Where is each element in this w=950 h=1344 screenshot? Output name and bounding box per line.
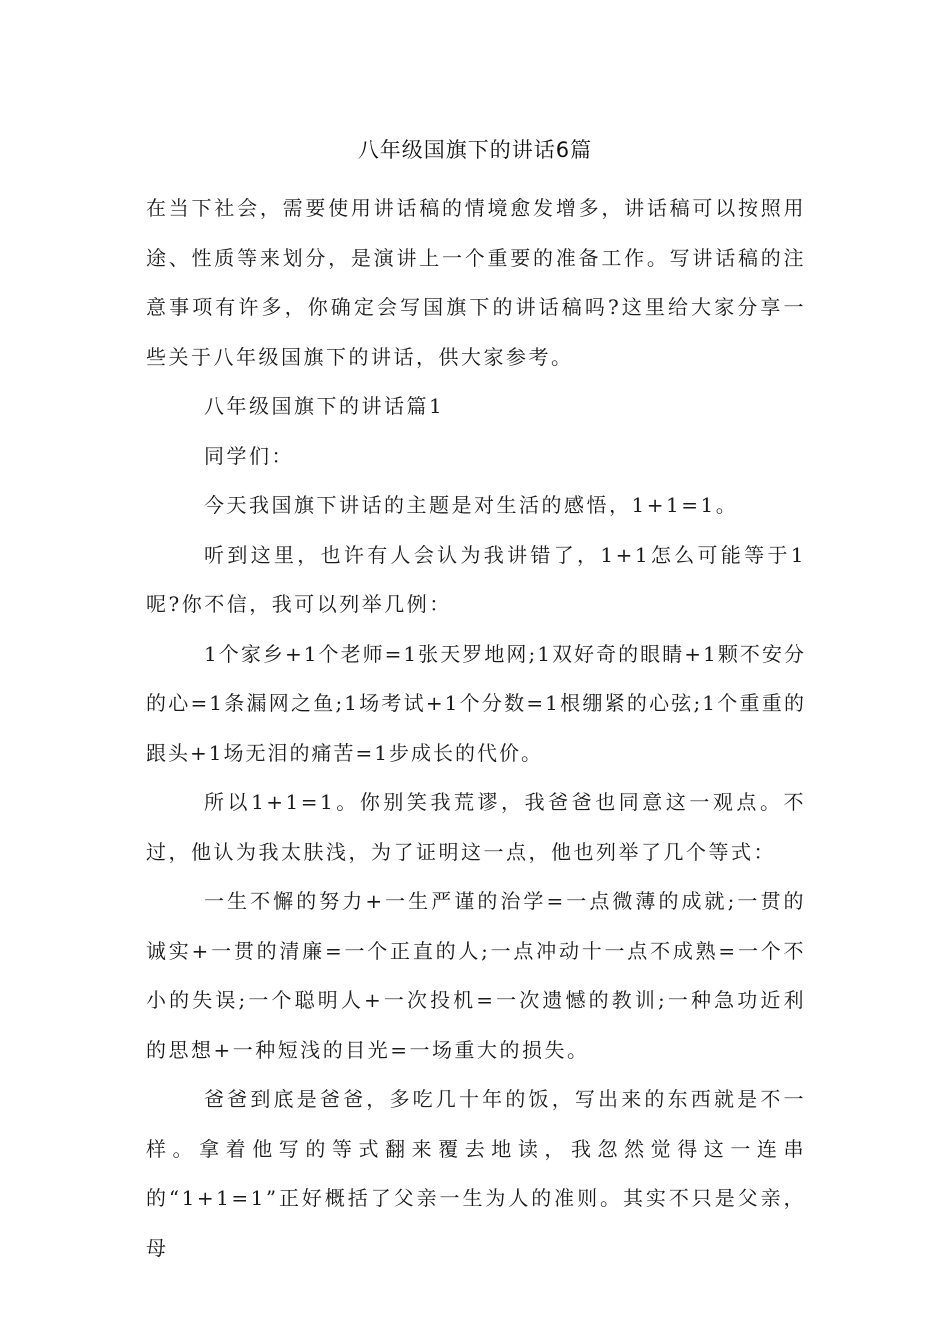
section-heading: 八年级国旗下的讲话篇1 <box>204 394 445 418</box>
document-title: 八年级国旗下的讲话6篇 <box>357 138 593 162</box>
father-equations-paragraph: 一生不懈的努力+一生严谨的治学=一点微薄的成就;一贯的诚实+一贯的清廉=一个正直的人;一点冲动十一点不成熟=一个不小的失误;一个聪明人+一次投机=一次遗憾的教训;一种急功近利的思想+一种短浅的目光=一场重大的损失。 <box>146 889 806 1062</box>
document-body <box>146 184 806 1273</box>
question-paragraph: 听到这里，也许有人会认为我讲错了，1+1怎么可能等于1呢?你不信，我可以列举几例： <box>146 542 806 616</box>
reflection-paragraph: 爸爸到底是爸爸，多吃几十年的饭，写出来的东西就是不一样。拿着他写的等式翻来覆去地读，我忽然觉得这一连串的“1+1=1”正好概括了父亲一生为人的准则。其实不只是父亲，母 <box>146 1087 806 1260</box>
intro-paragraph: 在当下社会，需要使用讲话稿的情境愈发增多，讲话稿可以按照用途、性质等来划分，是演讲上一个重要的准备工作。写讲话稿的注意事项有许多，你确定会写国旗下的讲话稿吗?这里给大家分享一些关于八年级国旗下的讲话，供大家参考。 <box>146 196 806 369</box>
greeting-paragraph: 同学们： <box>204 443 294 468</box>
examples-paragraph: 1个家乡+1个老师=1张天罗地网;1双好奇的眼睛+1颗不安分的心=1条漏网之鱼;1场考试+1个分数=1根绷紧的心弦;1个重重的跟头+1场无泪的痛苦=1步成长的代价。 <box>146 641 806 765</box>
conclusion-paragraph: 所以1+1=1。你别笑我荒谬，我爸爸也同意这一观点。不过，他认为我太肤浅，为了证明这一点，他也列举了几个等式： <box>146 790 806 864</box>
theme-paragraph: 今天我国旗下讲话的主题是对生活的感悟，1+1=1。 <box>204 493 739 517</box>
